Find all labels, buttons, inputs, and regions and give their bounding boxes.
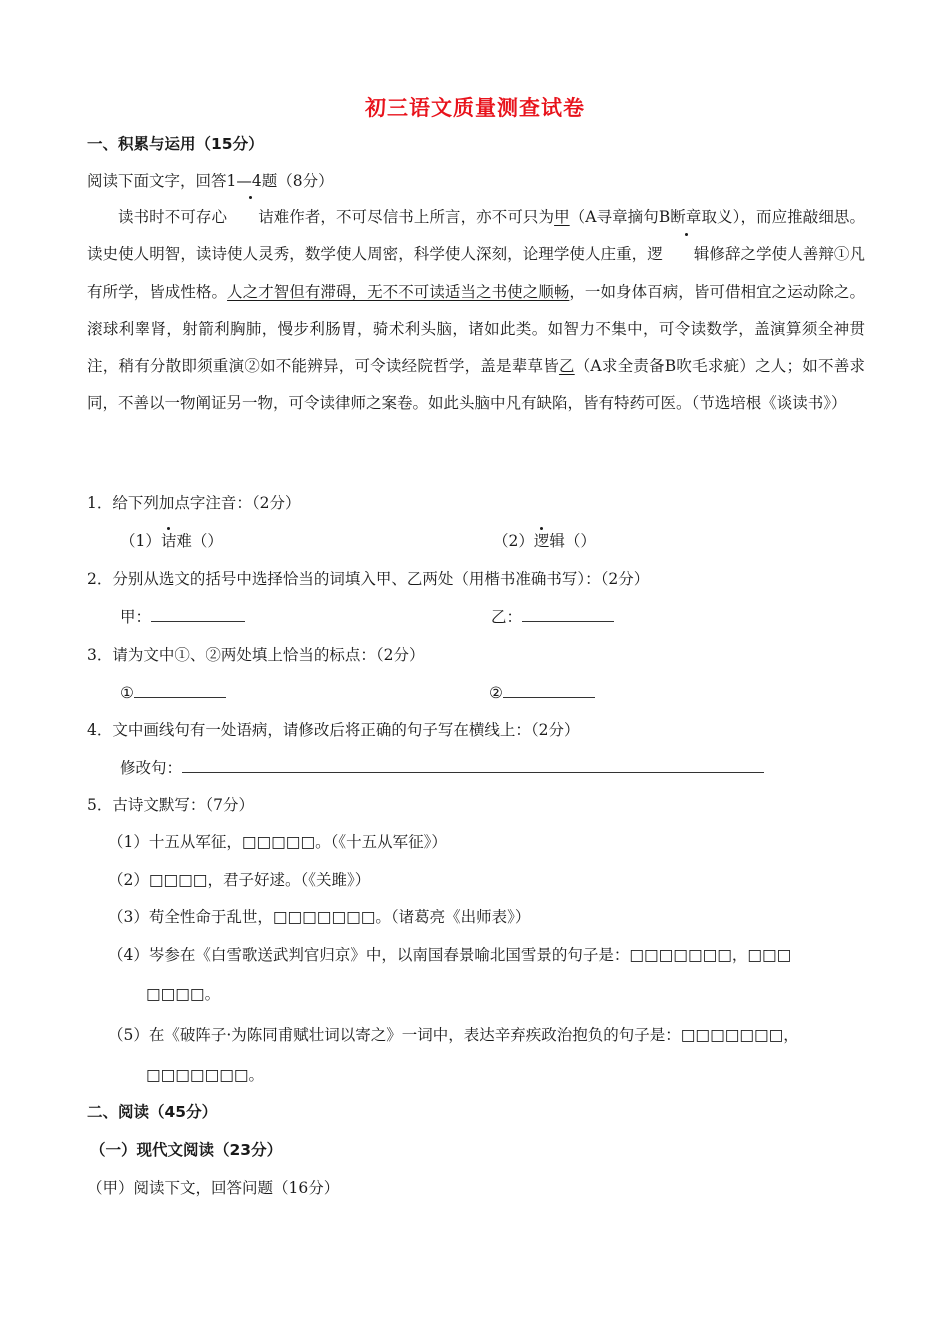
question-4: 4．文中画线句有一处语病，请修改后将正确的句子写在横线上：（2分） [87, 721, 580, 739]
poem-item-4-cont: □□□□。 [146, 985, 221, 1003]
punct-mark-1: ① [833, 245, 850, 264]
item-number: （2） [493, 532, 534, 550]
item-answer-slot[interactable]: 难（） [176, 532, 223, 550]
section2-subheading: （一）现代文阅读（23分） [90, 1141, 283, 1159]
answer-label: 修改句： [120, 759, 183, 777]
passage-text: 如不能辨异，可令读经院哲学，盖是辈草皆 [260, 357, 559, 376]
poem-item-1: （1）十五从军征，□□□□□。（《十五从军征》） [108, 833, 447, 851]
question-1: 1．给下列加点字注音：（2分） [87, 494, 301, 512]
poem-item-3: （3）苟全性命于乱世，□□□□□□□。（诸葛亮《出师表》） [108, 908, 531, 926]
section1-intro: 阅读下面文字，回答1—4题（8分） [87, 172, 334, 190]
reading-passage [87, 199, 865, 423]
poem-item-5: （5）在《破阵子·为陈同甫赋壮词以寄之》一词中，表达辛弃疾政治抱负的句子是：□□□□□□□， [108, 1026, 799, 1044]
question-4-answer [120, 757, 764, 779]
punct-mark-2: ② [244, 357, 261, 376]
answer-blank-2[interactable] [503, 683, 595, 698]
poem-item-5-cont: □□□□□□□。 [146, 1066, 265, 1084]
question-2-jia [120, 606, 245, 628]
underlined-sentence: 人之才智但有滞碍，无不不可读适当之书使之顺畅 [227, 282, 570, 301]
answer-blank-yi[interactable] [522, 607, 614, 622]
question-3-b [489, 682, 595, 704]
answer-label: 甲： [120, 608, 152, 626]
dotted-char: 逻 [533, 532, 550, 550]
section2-heading: 二、阅读（45分） [87, 1103, 218, 1121]
blank-jia-marker: 甲 [554, 208, 570, 226]
page-title: 初三语文质量测查试卷 [365, 96, 585, 120]
poem-item-4: （4）岑参在《白雪歌送武判官归京》中，以南国春景喻北国雪景的句子是：□□□□□□□，□□□ [108, 946, 792, 964]
answer-blank-sentence[interactable] [182, 758, 764, 773]
poem-item-2: （2）□□□□，君子好逑。（《关雎》） [108, 871, 371, 889]
question-3-a [120, 682, 226, 704]
passage-text: ，一如身体百病，皆可借相宜之运动除之。滚球利睾肾，射箭利胸肺，慢步利肠胃，骑术利头脑，诸如此类。如智力不集中，可令读数学，盖演算须全神贯注，稍有分散即须重演 [87, 282, 865, 376]
dotted-char: 诘 [160, 532, 177, 550]
passage-text: 凡有所学，皆成性格。 [87, 245, 865, 301]
item-answer-slot[interactable]: 辑（） [549, 532, 596, 550]
passage-text: （A求全责备B吹毛求疵）之人；如不善求同，不善以一物阐证另一物，可令读律师之案卷。如此头脑中凡有缺陷，皆有特药可医。（节选培根《谈读书》） [87, 357, 865, 413]
dotted-char-2: 辑 [663, 236, 710, 273]
answer-label: ② [489, 684, 503, 702]
question-2-yi [491, 606, 614, 628]
passage-text: 读书时不可存心 [118, 208, 228, 226]
answer-label: 乙： [491, 608, 523, 626]
question-2: 2．分别从选文的括号中选择恰当的词填入甲、乙两处（用楷书准确书写）：（2分） [87, 570, 650, 588]
passage-text: （A寻章摘句B断章取义），而应推敲细思。读史使人明智，读诗使人灵秀，数学使人周密，科学使人深刻，论理学使人庄重，逻 [87, 208, 865, 264]
question-1-item-2 [493, 530, 596, 552]
answer-label: ① [120, 684, 134, 702]
question-5: 5．古诗文默写：（7分） [87, 796, 254, 814]
answer-blank-1[interactable] [134, 683, 226, 698]
section1-heading: 一、积累与运用（15分） [87, 135, 264, 153]
item-number: （1） [120, 532, 161, 550]
passage-text: 难作者，不可尽信书上所言，亦不可只为 [273, 208, 555, 226]
question-3: 3．请为文中①、②两处填上恰当的标点：（2分） [87, 646, 425, 664]
section2-intro: （甲）阅读下文，回答问题（16分） [87, 1179, 340, 1197]
passage-text: 修辞之学使人善辩 [709, 245, 834, 264]
dotted-char-1: 诘 [227, 199, 274, 236]
blank-yi-marker: 乙 [558, 357, 575, 376]
question-1-item-1 [120, 530, 223, 552]
answer-blank-jia[interactable] [151, 607, 245, 622]
